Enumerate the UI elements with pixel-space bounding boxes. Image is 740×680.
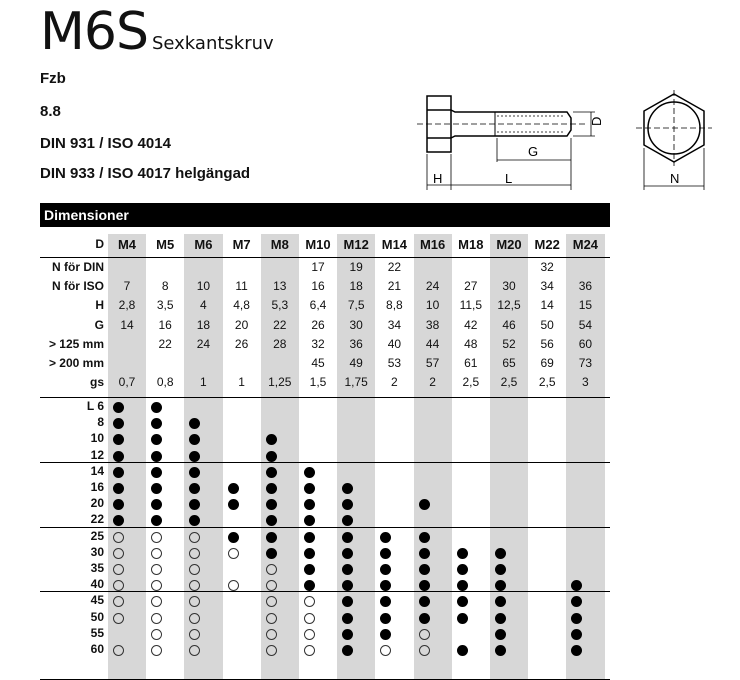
filled-dot [342, 613, 353, 624]
dim-value: 46 [502, 317, 516, 332]
dim-value: 2,5 [500, 375, 518, 390]
filled-dot [304, 483, 315, 494]
row-label: N för DIN [52, 260, 104, 274]
filled-dot [495, 629, 506, 640]
dim-value: 4 [200, 298, 207, 313]
length-label: 20 [90, 496, 104, 511]
open-circle [266, 580, 277, 591]
filled-dot [495, 645, 506, 656]
dim-value: 27 [464, 279, 478, 294]
dim-value: 2,8 [118, 298, 136, 313]
filled-dot [151, 499, 162, 510]
length-label: 22 [90, 512, 104, 527]
column-header-m4: M4 [117, 237, 137, 252]
dim-value: 73 [578, 356, 593, 370]
dim-value: 44 [425, 336, 440, 351]
filled-dot [266, 467, 277, 478]
filled-dot [228, 532, 239, 543]
dim-value: 18 [349, 279, 363, 294]
dim-value: 19 [349, 260, 363, 274]
row-divider [40, 462, 610, 463]
dim-value: 26 [311, 317, 325, 332]
open-circle [266, 564, 277, 575]
column-header-m5: M5 [156, 237, 175, 252]
filled-dot [266, 451, 277, 462]
dim-value: 13 [273, 279, 287, 294]
row-label: G [94, 317, 104, 332]
label-H: H [433, 171, 443, 186]
row-divider [40, 591, 610, 592]
filled-dot [419, 596, 430, 607]
open-circle [113, 645, 124, 656]
filled-dot [457, 564, 468, 575]
open-circle [266, 645, 277, 656]
dim-value: 1 [200, 375, 207, 390]
open-circle [113, 564, 124, 575]
length-label: 55 [90, 625, 104, 640]
open-circle [151, 629, 162, 640]
open-circle [266, 629, 277, 640]
filled-dot [304, 548, 315, 559]
filled-dot [419, 613, 430, 624]
filled-dot [151, 483, 162, 494]
length-label: 40 [90, 577, 104, 592]
dim-value: 8 [161, 279, 169, 294]
open-circle [151, 613, 162, 624]
filled-dot [151, 467, 162, 478]
dim-value: 54 [578, 317, 593, 332]
dim-value: 38 [425, 317, 440, 332]
filled-dot [228, 499, 239, 510]
dim-value: 30 [502, 279, 516, 294]
dim-value: 49 [349, 356, 363, 370]
open-circle [151, 596, 162, 607]
filled-dot [419, 532, 430, 543]
dim-value: 18 [196, 317, 211, 332]
dim-value: 1,25 [268, 375, 292, 390]
dim-value: 53 [387, 356, 402, 370]
dim-value: 40 [387, 336, 402, 351]
section-header: Dimensioner [40, 203, 610, 227]
row-label: > 125 mm [48, 336, 104, 351]
spec-grade: 8.8 [40, 103, 61, 120]
spec-standard-931: DIN 931 / ISO 4014 [40, 135, 171, 152]
dim-value: 8,8 [386, 298, 403, 313]
dim-value: 28 [273, 336, 287, 351]
open-circle [189, 532, 200, 543]
row-divider [40, 397, 610, 398]
length-label: 8 [97, 415, 104, 430]
spec-finish: Fzb [40, 70, 66, 87]
filled-dot [380, 532, 391, 543]
bolt-diagram [415, 90, 610, 195]
filled-dot [457, 645, 468, 656]
column-header-m24: M24 [572, 237, 599, 252]
dim-value: 24 [425, 279, 440, 294]
dim-value: 34 [387, 317, 402, 332]
dim-value: 17 [311, 260, 325, 274]
product-code: M6S [40, 2, 148, 62]
filled-dot [228, 483, 239, 494]
length-label: 45 [90, 593, 104, 608]
dim-value: 10 [196, 279, 211, 294]
filled-dot [571, 613, 582, 624]
dim-value: 30 [349, 317, 363, 332]
dim-value: 32 [311, 336, 325, 351]
column-header-m18: M18 [458, 237, 484, 252]
dim-value: 69 [540, 356, 554, 370]
filled-dot [151, 418, 162, 429]
column-header-m12: M12 [343, 237, 369, 252]
filled-dot [304, 564, 315, 575]
open-circle [151, 645, 162, 656]
dim-value: 2 [429, 375, 436, 390]
length-label: 60 [90, 642, 104, 656]
label-G: G [528, 144, 539, 159]
open-circle [151, 564, 162, 575]
dim-value: 1 [238, 375, 245, 390]
dim-value: 6,4 [309, 298, 327, 313]
open-circle [304, 596, 315, 607]
filled-dot [304, 532, 315, 543]
filled-dot [380, 580, 391, 591]
filled-dot [113, 402, 124, 413]
column-header-m14: M14 [381, 237, 408, 252]
length-label: 14 [90, 463, 104, 478]
row-label: gs [89, 375, 104, 390]
column-header-m16: M16 [419, 237, 446, 252]
label-D: D [589, 116, 604, 126]
filled-dot [380, 629, 391, 640]
dim-value: 22 [273, 317, 287, 332]
dim-value: 1,75 [344, 375, 368, 390]
product-name: Sexkantskruv [151, 33, 274, 54]
filled-dot [419, 499, 430, 510]
filled-dot [113, 483, 124, 494]
filled-dot [304, 580, 315, 591]
dim-value: 34 [540, 279, 554, 294]
filled-dot [380, 596, 391, 607]
open-circle [151, 580, 162, 591]
filled-dot [189, 451, 200, 462]
dim-value: 4,8 [233, 298, 250, 313]
open-circle [304, 645, 315, 656]
open-circle [113, 548, 124, 559]
filled-dot [304, 499, 315, 510]
filled-dot [457, 613, 468, 624]
dim-value: 0,7 [118, 375, 136, 390]
dim-value: 16 [311, 279, 325, 294]
length-label: 10 [90, 431, 104, 446]
open-circle [419, 629, 430, 640]
length-label: 12 [90, 447, 104, 462]
length-label: 16 [90, 480, 104, 494]
dim-value: 14 [120, 317, 134, 332]
filled-dot [457, 580, 468, 591]
dim-value: 3,5 [156, 298, 174, 313]
open-circle [228, 580, 239, 591]
open-circle [113, 613, 124, 624]
dim-value: 0,8 [156, 375, 174, 390]
dim-value: 56 [540, 336, 554, 351]
filled-dot [495, 548, 506, 559]
filled-dot [266, 499, 277, 510]
label-N: N [670, 171, 680, 186]
dim-value: 3 [582, 375, 589, 390]
open-circle [189, 613, 200, 624]
dim-value: 15 [578, 298, 593, 313]
dim-value: 7,5 [347, 298, 365, 313]
dim-value: 16 [158, 317, 172, 332]
column-header-m6: M6 [194, 237, 213, 252]
filled-dot [495, 564, 506, 575]
row-label: N för ISO [51, 279, 104, 294]
row-divider [40, 257, 610, 258]
dim-value: 12,5 [497, 298, 521, 313]
spec-standard-933: DIN 933 / ISO 4017 helgängad [40, 165, 251, 182]
filled-dot [457, 548, 468, 559]
filled-dot [266, 483, 277, 494]
filled-dot [419, 564, 430, 575]
column-header-m8: M8 [270, 237, 289, 252]
row-divider [40, 527, 610, 528]
dim-value: 10 [425, 298, 440, 313]
dim-value: 2 [391, 375, 398, 390]
filled-dot [419, 548, 430, 559]
filled-dot [113, 467, 124, 478]
dim-value: 2,5 [462, 375, 480, 390]
column-header-m10: M10 [305, 237, 331, 252]
header-label: D [95, 237, 104, 251]
length-label: L 6 [86, 399, 104, 413]
dim-value: 24 [196, 336, 211, 351]
filled-dot [304, 515, 315, 526]
dim-value: 50 [540, 317, 554, 332]
filled-dot [151, 451, 162, 462]
dim-value: 36 [349, 336, 363, 351]
open-circle [304, 629, 315, 640]
filled-dot [419, 580, 430, 591]
row-label: H [95, 298, 104, 313]
dim-value: 45 [311, 356, 325, 370]
open-circle [113, 532, 124, 543]
filled-dot [380, 613, 391, 624]
length-label: 25 [90, 528, 104, 543]
open-circle [419, 645, 430, 656]
dim-value: 61 [464, 356, 478, 370]
dim-value: 48 [464, 336, 478, 351]
filled-dot [342, 629, 353, 640]
column-header-m22: M22 [534, 237, 560, 252]
filled-dot [151, 434, 162, 445]
dimension-table [40, 227, 610, 680]
filled-dot [266, 532, 277, 543]
dim-value: 60 [578, 336, 593, 351]
open-circle [151, 532, 162, 543]
dim-value: 7 [123, 279, 131, 294]
open-circle [304, 613, 315, 624]
filled-dot [151, 402, 162, 413]
length-label: 30 [90, 544, 104, 559]
dim-value: 5,3 [271, 298, 289, 313]
dim-value: 32 [540, 260, 554, 274]
dim-value: 65 [502, 356, 516, 370]
dim-value: 57 [425, 356, 440, 370]
dim-value: 26 [234, 336, 249, 351]
open-circle [228, 548, 239, 559]
dim-value: 42 [464, 317, 478, 332]
length-label: 50 [90, 609, 104, 624]
dim-value: 36 [578, 279, 593, 294]
dim-value: 11 [235, 279, 248, 294]
column-header-m7: M7 [232, 237, 251, 252]
column-header-m20: M20 [496, 237, 522, 252]
dim-value: 22 [387, 260, 402, 274]
dim-value: 52 [502, 336, 516, 351]
dim-value: 1,5 [309, 375, 327, 390]
dim-value: 14 [540, 298, 554, 313]
filled-dot [266, 548, 277, 559]
label-L: L [505, 171, 513, 186]
filled-dot [495, 613, 506, 624]
filled-dot [380, 564, 391, 575]
filled-dot [457, 596, 468, 607]
open-circle [380, 645, 391, 656]
dim-value: 2,5 [538, 375, 556, 390]
row-label: > 200 mm [48, 356, 104, 370]
filled-dot [342, 532, 353, 543]
open-circle [266, 613, 277, 624]
filled-dot [304, 467, 315, 478]
dim-value: 21 [387, 279, 402, 294]
hex-head-diagram [630, 90, 725, 195]
product-title [40, 2, 274, 62]
filled-dot [342, 548, 353, 559]
dim-value: 20 [234, 317, 249, 332]
filled-dot [380, 548, 391, 559]
dim-value: 22 [158, 336, 172, 351]
open-circle [151, 548, 162, 559]
filled-dot [113, 451, 124, 462]
length-label: 35 [90, 561, 104, 575]
dim-value: 11,5 [459, 298, 483, 313]
filled-dot [151, 515, 162, 526]
